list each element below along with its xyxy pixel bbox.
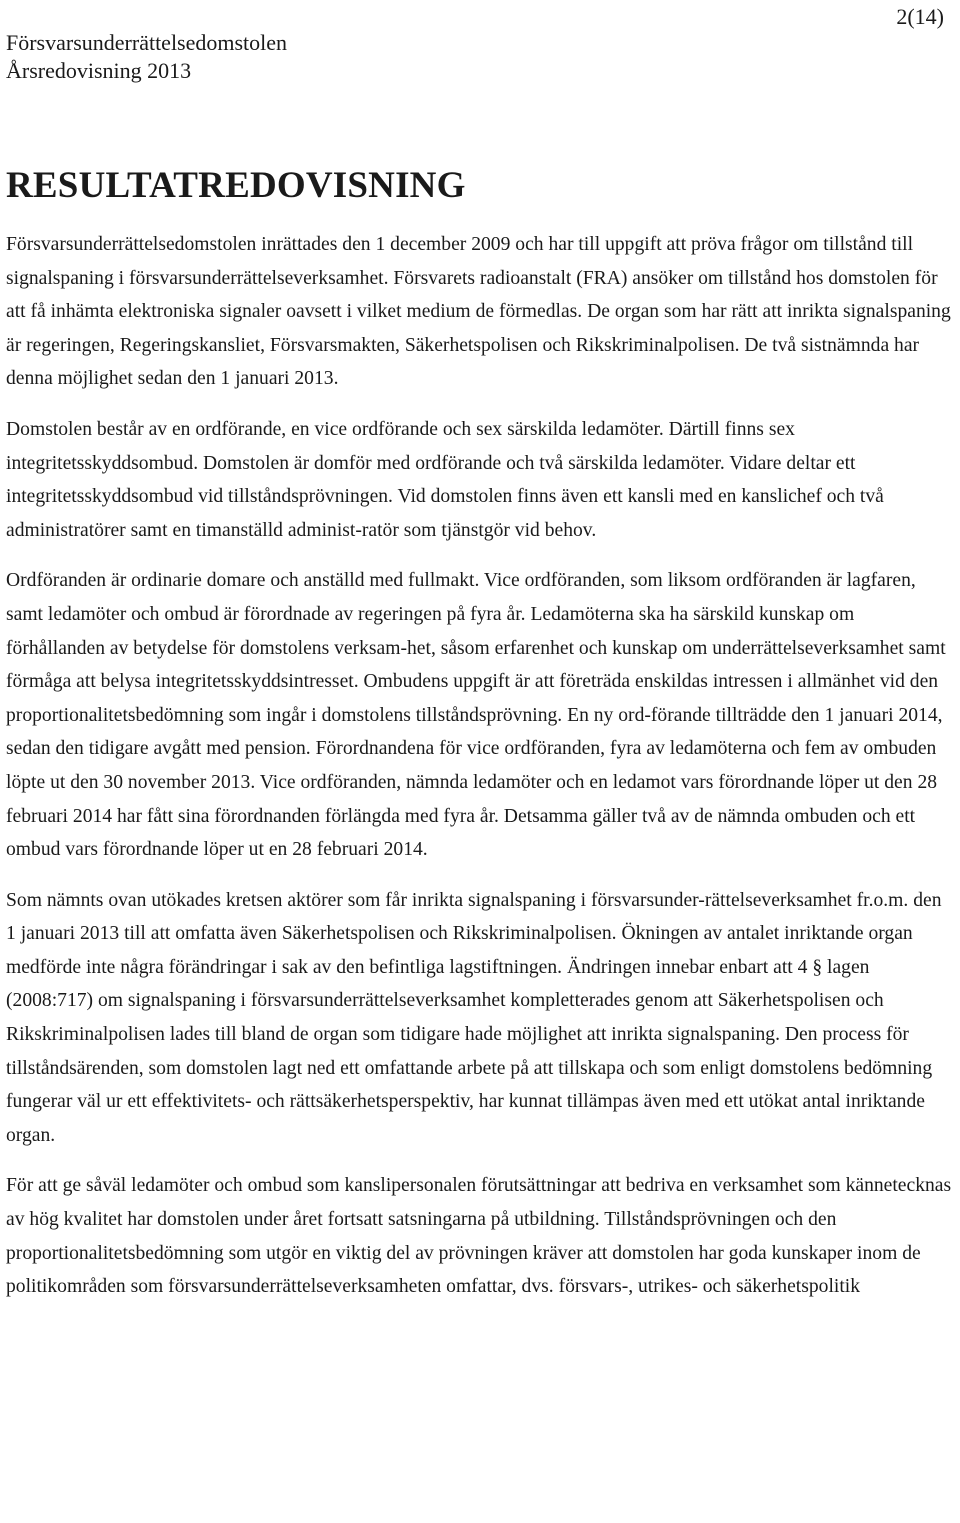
page-header xyxy=(6,0,956,90)
section-title: RESULTATREDOVISNING xyxy=(6,165,466,206)
body-text xyxy=(6,228,956,1304)
paragraph-composition: Domstolen består av en ordförande, en vice ordförande och sex särskilda ledamöter. Därtill finns sex integritetsskyddsombud. Domstolen är domför med ordförande och två särskilda ledamöter. Vidare deltar ett integritetsskyddsombud vid tillståndsprövningen. Vid domstolen finns även ett kansli med en kanslichef och två administratörer samt en timanställd administ-ratör som tjänstgör vid behov. xyxy=(6,418,884,541)
header-organization: Försvarsunderrättelsedomstolen xyxy=(6,30,288,55)
paragraph-appointments: Ordföranden är ordinarie domare och anställd med fullmakt. Vice ordföranden, som liksom ordföranden är lagfaren, samt ledamöter och ombud är förordnade av regeringen på fyra år. Ledamöterna ska ha särskild kunskap om förhållanden av betydelse för domstolens verksam-het, såsom erfarenhet och kunskap om underrättelseverksamhet samt förmåga att belysa integritetsskyddsintresset. Ombudens uppgift är att företräda enskildas intressen i allmänhet vid den proportionalitetsbedömning som ingår i domstolens tillståndsprövning. En ny ord-förande tillträdde den 1 januari 2014, sedan den tidigare avgått med pension. Förordnandena för vice ordföranden, fyra av ledamöterna och fem av ombuden löpte ut den 30 november 2013. Vice ordföranden, nämnda ledamöter och en ledamot vars förordnande löper ut den 28 februari 2014 har fått sina förordnanden förlängda med fyra år. Detsamma gäller två av de nämnda ombuden och ett ombud vars förordnande löper ut en 28 februari 2014. xyxy=(6,570,946,861)
paragraph-intro: Försvarsunderrättelsedomstolen inrättades den 1 december 2009 och har till uppgift att pröva frågor om tillstånd till signalspaning i försvarsunderrättelseverksamhet. Försvarets radioanstalt (FRA) ansöker om tillstånd hos domstolen för att få inhämta elektroniska signaler oavsett i vilket medium de förmedlas. De organ som har rätt att inrikta signalspaning är regeringen, Regeringskansliet, Försvarsmakten, Säkerhetspolisen och Rikskriminalpolisen. De två sistnämnda har denna möjlighet sedan den 1 januari 2013. xyxy=(6,234,951,390)
paragraph-expanded-actors: Som nämnts ovan utökades kretsen aktörer som får inrikta signalspaning i försvarsunder-rättelseverksamhet fr.o.m. den 1 januari 2013 till att omfatta även Säkerhetspolisen och Rikskriminalpolisen. Ökningen av antalet inriktande organ medförde inte några förändringar i sak av den befintliga lagstiftningen. Ändringen innebar enbart att 4 § lagen (2008:717) om signalspaning i försvarsunderrättelseverksamhet kompletterades genom att Säkerhetspolisen och Rikskriminalpolisen lades till bland de organ som tidigare hade möjlighet att inrikta signalspaning. Den process för tillståndsärenden, som domstolen lagt ned ett omfattande arbete på att tillskapa och som enligt domstolens bedömning fungerar väl ur ett effektivitets- och rättsäkerhetsperspektiv, har kunnat tillämpas även med ett utökat antal inriktande organ. xyxy=(6,889,942,1146)
header-document-title: Årsredovisning 2013 xyxy=(6,58,192,83)
paragraph-training: För att ge såväl ledamöter och ombud som kanslipersonalen förutsättningar att bedriva en verksamhet som kännetecknas av hög kvalitet har domstolen under året fortsatt satsningarna på utbildning. Tillståndsprövningen och den proportionalitetsbedömning som utgör en viktig del av prövningen kräver att domstolen har goda kunskaper inom de politikområden som försvarsunderrättelseverksamheten omfattar, dvs. försvars-, utrikes- och säkerhetspolitik xyxy=(6,1175,952,1298)
page-number: 2(14) xyxy=(896,4,944,29)
